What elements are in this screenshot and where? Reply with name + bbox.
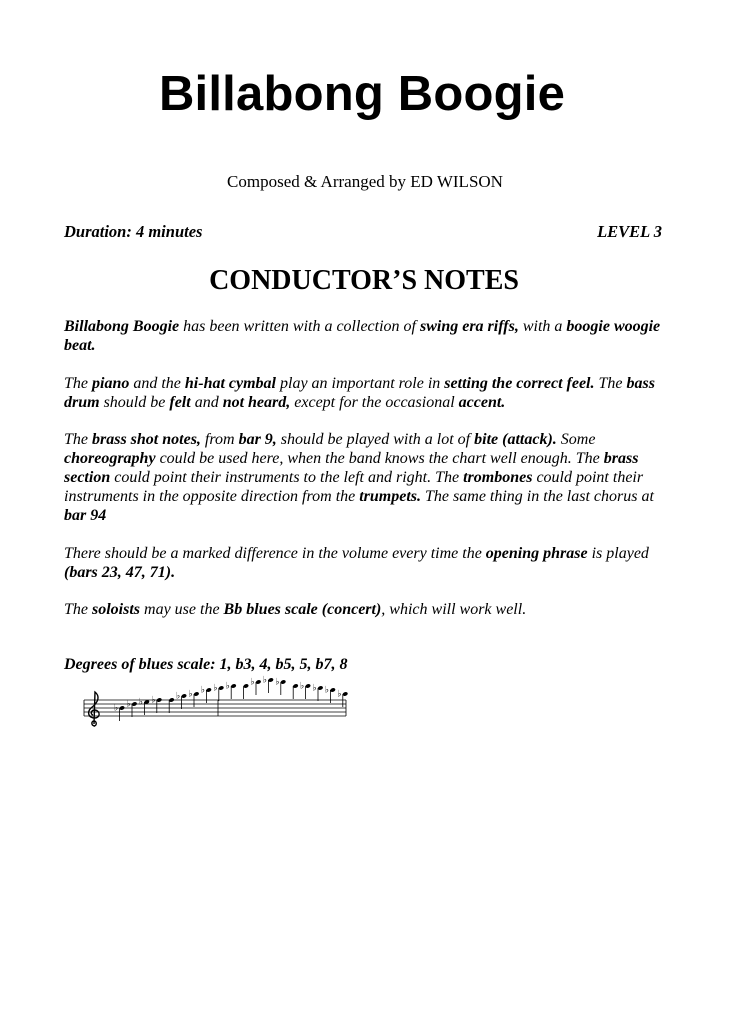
text: play an important role in	[276, 374, 445, 392]
emphasis: trumpets.	[359, 488, 422, 505]
emphasis: swing era riffs,	[419, 318, 519, 335]
flat-icon: ♭	[225, 681, 230, 692]
emphasis: not heard,	[222, 393, 291, 411]
text: The	[64, 374, 92, 392]
emphasis: accent.	[458, 393, 506, 411]
scale-note	[300, 682, 311, 700]
emphasis: opening phrase	[485, 544, 588, 562]
conductor-notes	[64, 317, 669, 638]
scale-note	[275, 678, 286, 696]
notes-paragraph-1	[64, 317, 669, 355]
text: The	[64, 601, 92, 618]
notes-paragraph-3	[64, 430, 669, 525]
level-label: LEVEL 3	[597, 222, 662, 241]
text: could point their instruments in the opposite direction from the	[64, 469, 644, 505]
emphasis: bar 94	[64, 507, 107, 524]
text: Some	[556, 431, 596, 448]
flat-icon: ♭	[213, 683, 218, 694]
flat-icon: ♭	[138, 697, 144, 708]
emphasis: bar 9,	[238, 431, 277, 448]
text: has been written with a collection of	[179, 318, 420, 335]
flat-icon: ♭	[114, 703, 119, 714]
emphasis: bite (attack).	[474, 431, 557, 448]
emphasis: setting the correct feel.	[444, 374, 595, 392]
text: with a	[518, 318, 567, 335]
notes-paragraph-4	[64, 544, 669, 582]
emphasis: felt	[169, 393, 191, 411]
text: should be played with a lot of	[276, 431, 475, 448]
emphasis: soloists	[92, 601, 141, 618]
scale-note	[243, 683, 249, 699]
text: from	[200, 431, 239, 448]
flat-icon: ♭	[250, 677, 255, 688]
scale-note	[312, 684, 323, 702]
emphasis: Bb blues scale (concert)	[223, 601, 382, 618]
text: and the	[129, 374, 185, 392]
flat-icon: ♭	[300, 681, 305, 692]
emphasis: piano	[92, 374, 130, 392]
scale-note	[293, 683, 299, 699]
emphasis: bass drum	[64, 374, 655, 411]
flat-icon: ♭	[337, 689, 342, 700]
notes-paragraph-2	[64, 374, 669, 412]
text: could point their instruments to the left and right. The	[110, 469, 464, 486]
composer-credit: Composed & Arranged by ED WILSON	[227, 172, 503, 191]
duration-label: Duration: 4 minutes	[64, 222, 203, 241]
text: The same thing in the last chorus at	[421, 488, 654, 505]
emphasis: trombones	[463, 469, 533, 486]
text: is played	[587, 544, 649, 562]
treble-clef-icon	[89, 692, 99, 726]
flat-icon: ♭	[312, 683, 317, 694]
emphasis: brass section	[64, 450, 639, 486]
section-heading: CONDUCTOR’S NOTES	[209, 265, 519, 296]
emphasis: (bars 23, 47, 71).	[64, 563, 176, 581]
scale-notes	[114, 676, 348, 722]
text: should be	[99, 393, 170, 411]
flat-icon: ♭	[324, 685, 330, 696]
piece-title: Billabong Boogie	[158, 67, 566, 121]
flat-icon: ♭	[275, 677, 280, 688]
emphasis: boogie woogie beat.	[64, 318, 661, 354]
flat-icon: ♭	[262, 675, 268, 686]
scale-note	[226, 682, 237, 700]
emphasis: brass shot notes,	[92, 431, 201, 448]
blues-scale-degrees: Degrees of blues scale: 1, b3, 4, b5, 5, b7, 8	[64, 656, 348, 673]
text: , which will work well.	[381, 601, 527, 618]
flat-icon: ♭	[200, 685, 206, 696]
blues-scale-staff	[84, 675, 350, 732]
flat-icon: ♭	[176, 691, 181, 702]
notes-paragraph-5	[64, 600, 669, 619]
text: and	[190, 393, 223, 411]
scale-note	[213, 684, 224, 702]
flat-icon: ♭	[188, 689, 193, 700]
text: There should be a marked difference in the volume every time the	[64, 544, 486, 562]
meta-row	[64, 222, 662, 242]
text: except for the occasional	[290, 393, 459, 411]
text: could be used here, when the band knows the chart well enough. The	[155, 450, 604, 467]
flat-icon: ♭	[126, 699, 131, 710]
scale-note	[250, 678, 261, 696]
scale-note	[263, 676, 274, 694]
text: may use the	[140, 601, 224, 618]
emphasis: Billabong Boogie	[64, 318, 180, 335]
scale-note	[169, 697, 175, 713]
flat-icon: ♭	[151, 695, 156, 706]
text: The	[64, 431, 92, 448]
emphasis: hi-hat cymbal	[184, 374, 276, 392]
text: The	[594, 374, 627, 392]
emphasis: choreography	[64, 450, 156, 467]
